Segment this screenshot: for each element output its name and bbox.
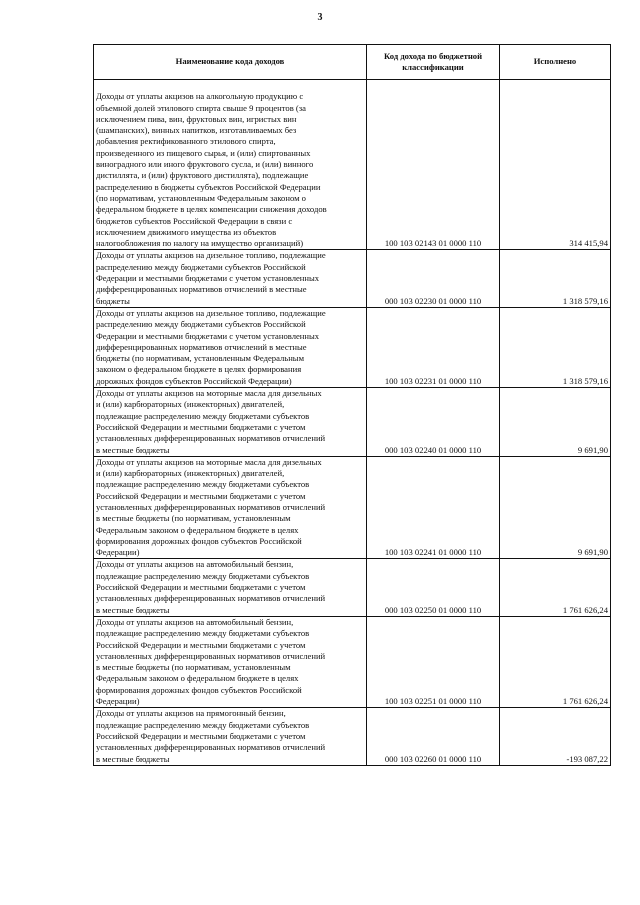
revenue-name-line: законом о федеральном бюджете в целях формирования <box>96 364 302 375</box>
revenue-name-line: Доходы от уплаты акцизов на автомобильный бензин, <box>96 559 294 570</box>
revenue-code-cell: 000 103 02240 01 0000 110 <box>367 388 500 457</box>
revenue-name-line: бюджеты (по нормативам, установленным Федеральным <box>96 353 305 364</box>
revenue-name-cell <box>94 708 367 765</box>
revenue-name-line: Российской Федерации и местными бюджетами с учетом <box>96 730 306 741</box>
revenue-name-line: бюджеты <box>96 295 130 306</box>
revenue-name-line: установленных дифференцированных нормативов отчислений <box>96 593 326 604</box>
revenue-name-line: в местные бюджеты <box>96 444 170 455</box>
revenue-name-line: Федеральным законом о федеральном бюджете в целях <box>96 673 299 684</box>
revenue-name-line: Доходы от уплаты акцизов на дизельное топливо, подлежащие <box>96 307 326 318</box>
revenue-name-line: Доходы от уплаты акцизов на алкогольную продукцию с <box>96 91 304 102</box>
revenue-name-line: Доходы от уплаты акцизов на дизельное топливо, подлежащие <box>96 250 326 261</box>
table-row <box>94 616 611 707</box>
revenue-amount-cell: -193 087,22 <box>500 708 611 765</box>
revenue-name-line: дистиллята, и (или) фруктового дистиллята), подлежащие <box>96 170 309 181</box>
revenue-name-line: Доходы от уплаты акцизов на прямогонный бензин, <box>96 708 286 719</box>
revenue-name-line: Федерации) <box>96 547 140 558</box>
revenue-name-line: формирования дорожных фондов субъектов Российской <box>96 535 302 546</box>
revenue-name-line: установленных дифференцированных нормативов отчислений <box>96 433 326 444</box>
table-row <box>94 80 611 250</box>
revenue-name-line: Федерации и местными бюджетами с учетом установленных <box>96 330 320 341</box>
revenue-amount-cell: 1 318 579,16 <box>500 307 611 387</box>
revenue-amount-cell: 1 761 626,24 <box>500 559 611 616</box>
table-row <box>94 708 611 765</box>
revenue-name-line: формирования дорожных фондов субъектов Российской <box>96 684 302 695</box>
revenue-name-line <box>96 80 364 91</box>
table-header-row <box>94 45 611 80</box>
revenue-name-line: исключением пива, вин, фруктовых вин, игристых вин <box>96 113 297 124</box>
revenue-name-cell <box>94 388 367 457</box>
revenue-name-line: Федерации) <box>96 696 140 707</box>
header-code: Код дохода по бюджетной классификации <box>367 45 500 80</box>
revenue-name-line: распределению между бюджетами субъектов Российской <box>96 261 306 272</box>
revenue-name-line: Российской Федерации и местными бюджетами с учетом <box>96 639 306 650</box>
revenue-name-line: произведенного из пищевого сырья, и (или) спиртованных <box>96 147 311 158</box>
revenue-name-line: виноградного или иного фруктового сусла, и (или) винного <box>96 159 314 170</box>
revenue-name-line: федеральном бюджете в целях компенсации снижения доходов <box>96 204 327 215</box>
revenue-code-cell: 100 103 02231 01 0000 110 <box>367 307 500 387</box>
table-row <box>94 559 611 616</box>
revenue-amount-cell: 9 691,90 <box>500 388 611 457</box>
revenue-name-line: в местные бюджеты (по нормативам, установленным <box>96 513 291 524</box>
revenue-name-line: Федеральным законом о федеральном бюджете в целях <box>96 524 299 535</box>
revenue-name-line: налогообложения по налогу на имущество организаций) <box>96 238 304 249</box>
revenue-code-cell: 000 103 02250 01 0000 110 <box>367 559 500 616</box>
table-body <box>94 80 611 766</box>
table-row <box>94 388 611 457</box>
revenue-name-line: подлежащие распределению между бюджетами субъектов <box>96 479 310 490</box>
revenue-name-line: в местные бюджеты <box>96 753 170 764</box>
revenue-name-cell <box>94 559 367 616</box>
page-number: 3 <box>317 12 323 23</box>
revenue-name-line: Доходы от уплаты акцизов на автомобильный бензин, <box>96 616 294 627</box>
revenue-amount-cell: 9 691,90 <box>500 456 611 559</box>
revenue-amount-cell: 1 318 579,16 <box>500 250 611 307</box>
header-name: Наименование кода доходов <box>94 45 367 80</box>
revenue-name-line: подлежащие распределению между бюджетами субъектов <box>96 628 310 639</box>
revenue-name-line: дорожных фондов субъектов Российской Федерации) <box>96 375 292 386</box>
revenue-name-line: (по нормативам, установленным Федеральным законом о <box>96 192 306 203</box>
revenue-name-line: Российской Федерации и местными бюджетами с учетом <box>96 582 306 593</box>
revenue-name-line: дифференцированных нормативов отчислений в местные <box>96 341 307 352</box>
revenue-code-cell: 100 103 02241 01 0000 110 <box>367 456 500 559</box>
revenue-amount-cell: 1 761 626,24 <box>500 616 611 707</box>
revenue-name-line: установленных дифференцированных нормативов отчислений <box>96 501 326 512</box>
revenue-name-line: Доходы от уплаты акцизов на моторные масла для дизельных <box>96 388 322 399</box>
revenue-name-line: в местные бюджеты (по нормативам, установленным <box>96 662 291 673</box>
revenue-code-cell: 100 103 02251 01 0000 110 <box>367 616 500 707</box>
revenue-name-line: Доходы от уплаты акцизов на моторные масла для дизельных <box>96 456 322 467</box>
revenue-code-cell: 100 103 02143 01 0000 110 <box>367 80 500 250</box>
revenue-name-line: установленных дифференцированных нормативов отчислений <box>96 650 326 661</box>
revenue-name-cell <box>94 250 367 307</box>
revenue-name-line: дифференцированных нормативов отчислений в местные <box>96 284 307 295</box>
table-row <box>94 456 611 559</box>
revenue-name-line: подлежащие распределению между бюджетами субъектов <box>96 410 310 421</box>
revenue-name-line: Российской Федерации и местными бюджетами с учетом <box>96 421 306 432</box>
revenue-name-cell <box>94 456 367 559</box>
revenue-name-line: (шампанских), винных напитков, изготавливаемых без <box>96 125 297 136</box>
revenue-name-line: в местные бюджеты <box>96 604 170 615</box>
revenue-name-line: Российской Федерации и местными бюджетами с учетом <box>96 490 306 501</box>
revenue-name-line: исключением движимого имущества из объектов <box>96 226 277 237</box>
revenue-amount-cell: 314 415,94 <box>500 80 611 250</box>
revenue-name-line: подлежащие распределению между бюджетами субъектов <box>96 570 310 581</box>
revenue-name-line: и (или) карбюраторных (инжекторных) двигателей, <box>96 468 285 479</box>
revenue-name-line: распределению между бюджетами субъектов Российской <box>96 319 306 330</box>
revenue-name-line: Федерации и местными бюджетами с учетом установленных <box>96 273 320 284</box>
revenue-table <box>93 44 611 766</box>
revenue-code-cell: 000 103 02260 01 0000 110 <box>367 708 500 765</box>
revenue-name-cell <box>94 80 367 250</box>
revenue-name-line: бюджетов субъектов Российской Федерации в связи с <box>96 215 293 226</box>
revenue-name-cell <box>94 307 367 387</box>
revenue-name-line: объемной долей этилового спирта свыше 9 процентов (за <box>96 102 306 113</box>
revenue-name-line: подлежащие распределению между бюджетами субъектов <box>96 719 310 730</box>
revenue-name-line: установленных дифференцированных нормативов отчислений <box>96 742 326 753</box>
revenue-name-line: распределению в бюджеты субъектов Российской Федерации <box>96 181 321 192</box>
revenue-name-cell <box>94 616 367 707</box>
revenue-name-line: добавления ректификованного этилового спирта, <box>96 136 276 147</box>
revenue-code-cell: 000 103 02230 01 0000 110 <box>367 250 500 307</box>
revenue-name-line: и (или) карбюраторных (инжекторных) двигателей, <box>96 399 285 410</box>
table-row <box>94 250 611 307</box>
header-executed: Исполнено <box>500 45 611 80</box>
table-row <box>94 307 611 387</box>
